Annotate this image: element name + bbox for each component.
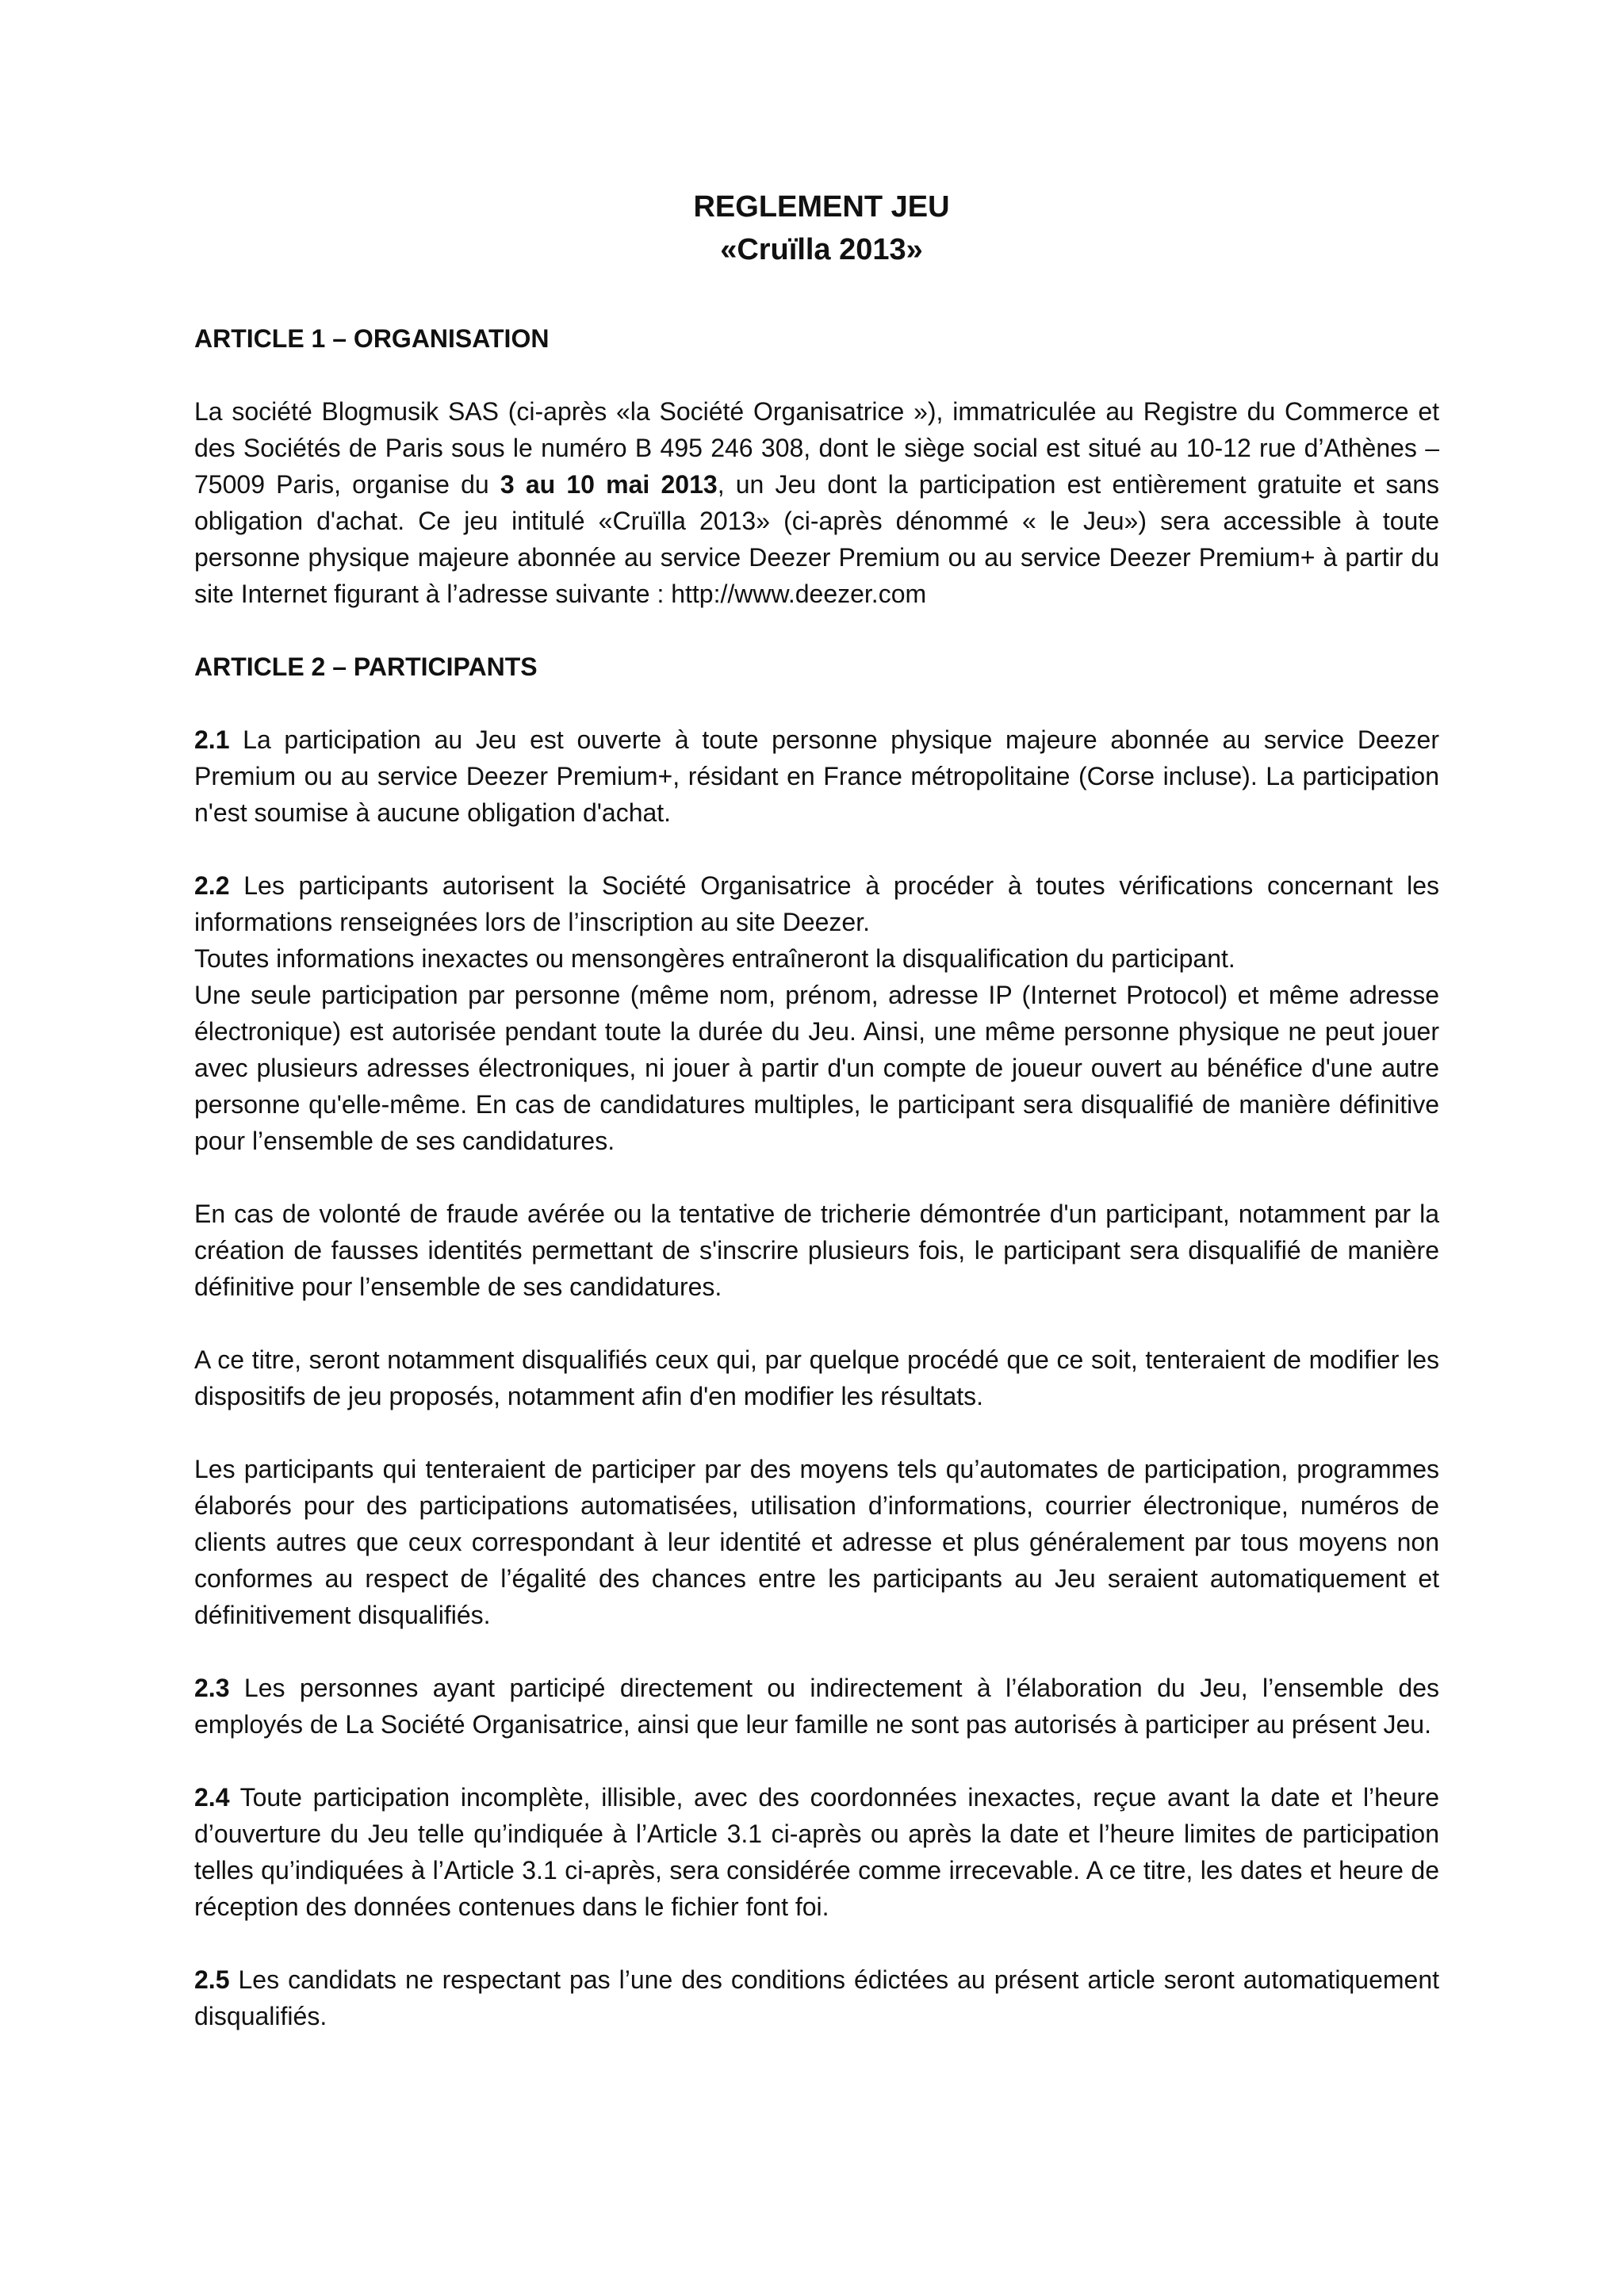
section-2-3-text: Les personnes ayant participé directement ou indirectement à l’élaboration du Jeu, l’ensemble des employés de La Société Organisatrice, ainsi que leur famille ne sont pas autorisés à participer au présent Jeu. bbox=[194, 1674, 1439, 1739]
section-2-1 bbox=[194, 721, 1439, 831]
title-line-2: «Cruïlla 2013» bbox=[720, 233, 923, 266]
section-2-5-number: 2.5 bbox=[194, 1965, 230, 1994]
section-2-4 bbox=[194, 1779, 1439, 1925]
section-2-2-paragraph-5: A ce titre, seront notamment disqualifiés ceux qui, par quelque procédé que ce soit, tenteraient de modifier les dispositifs de jeu proposés, notamment afin d'en modifier les résultats. bbox=[194, 1345, 1439, 1410]
section-2-3 bbox=[194, 1670, 1439, 1743]
article-1-paragraph bbox=[194, 393, 1439, 612]
article-1-heading: ARTICLE 1 – ORGANISATION bbox=[194, 324, 550, 353]
section-2-5-text: Les candidats ne respectant pas l’une des conditions édictées au présent article seront automatiquement disqualifiés. bbox=[194, 1965, 1439, 2030]
section-2-2 bbox=[194, 867, 1439, 940]
section-2-1-text: La participation au Jeu est ouverte à toute personne physique majeure abonnée au service Deezer Premium ou au service Deezer Premium+, résidant en France métropolitaine (Corse incluse). La participation n'est soumise à aucune obligation d'achat. bbox=[194, 725, 1439, 827]
section-2-1-number: 2.1 bbox=[194, 725, 230, 754]
article-2-heading: ARTICLE 2 – PARTICIPANTS bbox=[194, 652, 538, 681]
article-1-text-a: La société Blogmusik SAS (ci-après «la Société Organisatrice »), immatriculée au Registre du Commerce et des Sociétés de Paris sous le numéro B 495 246 308, dont le siège social est situé au 10-12 rue d’Athènes – 75009 Paris, organise du bbox=[194, 397, 1439, 499]
section-2-2-text-1: Les participants autorisent la Société Organisatrice à procéder à toutes vérifications concernant les informations renseignées lors de l’inscription au site Deezer. bbox=[194, 871, 1439, 936]
article-1-dates: 3 au 10 mai 2013 bbox=[500, 470, 718, 499]
document-title bbox=[0, 186, 1624, 271]
section-2-5 bbox=[194, 1961, 1439, 2034]
section-2-4-number: 2.4 bbox=[194, 1783, 230, 1812]
section-2-2-paragraph-3: Une seule participation par personne (même nom, prénom, adresse IP (Internet Protocol) et même adresse électronique) est autorisée pendant toute la durée du Jeu. Ainsi, une même personne physique ne peut jouer avec plusieurs adresses électroniques, ni jouer à partir d'un compte de joueur ouvert au bénéfice d'une autre personne qu'elle-même. En cas de candidatures multiples, le participant sera disqualifié de manière définitive pour l’ensemble de ses candidatures. bbox=[194, 981, 1439, 1155]
title-line-1: REGLEMENT JEU bbox=[693, 190, 950, 224]
section-2-4-text: Toute participation incomplète, illisible, avec des coordonnées inexactes, reçue avant la date et l’heure d’ouverture du Jeu telle qu’indiquée à l’Article 3.1 ci-après ou après la date et l’heure limites de participation telles qu’indiquées à l’Article 3.1 ci-après, sera considérée comme irrecevable. A ce titre, les dates et heure de réception des données contenues dans le fichier font foi. bbox=[194, 1783, 1439, 1921]
section-2-2-paragraph-4: En cas de volonté de fraude avérée ou la tentative de tricherie démontrée d'un participant, notamment par la création de fausses identités permettant de s'inscrire plusieurs fois, le participant sera disqualifié de manière définitive pour l’ensemble de ses candidatures. bbox=[194, 1200, 1439, 1301]
section-2-2-paragraph-2: Toutes informations inexactes ou mensongères entraîneront la disqualification du participant. bbox=[194, 944, 1235, 973]
section-2-2-number: 2.2 bbox=[194, 871, 230, 900]
document-body bbox=[194, 320, 1439, 2034]
section-2-3-number: 2.3 bbox=[194, 1674, 230, 1702]
section-2-2-paragraph-6: Les participants qui tenteraient de participer par des moyens tels qu’automates de participation, programmes élaborés pour des participations automatisées, utilisation d’informations, courrier électronique, numéros de clients autres que ceux correspondant à leur identité et adresse et plus généralement par tous moyens non conformes au respect de l’égalité des chances entre les participants au Jeu seraient automatiquement et définitivement disqualifiés. bbox=[194, 1455, 1439, 1629]
article-1-text-b: , un Jeu dont la participation est entièrement gratuite et sans obligation d'achat. Ce jeu intitulé «Cruïlla 2013» (ci-après dénommé « le Jeu») sera accessible à toute personne physique majeure abonnée au service Deezer Premium ou au service Deezer Premium+ à partir du site Internet figurant à l’adresse suivante : http://www.deezer.com bbox=[194, 470, 1440, 608]
